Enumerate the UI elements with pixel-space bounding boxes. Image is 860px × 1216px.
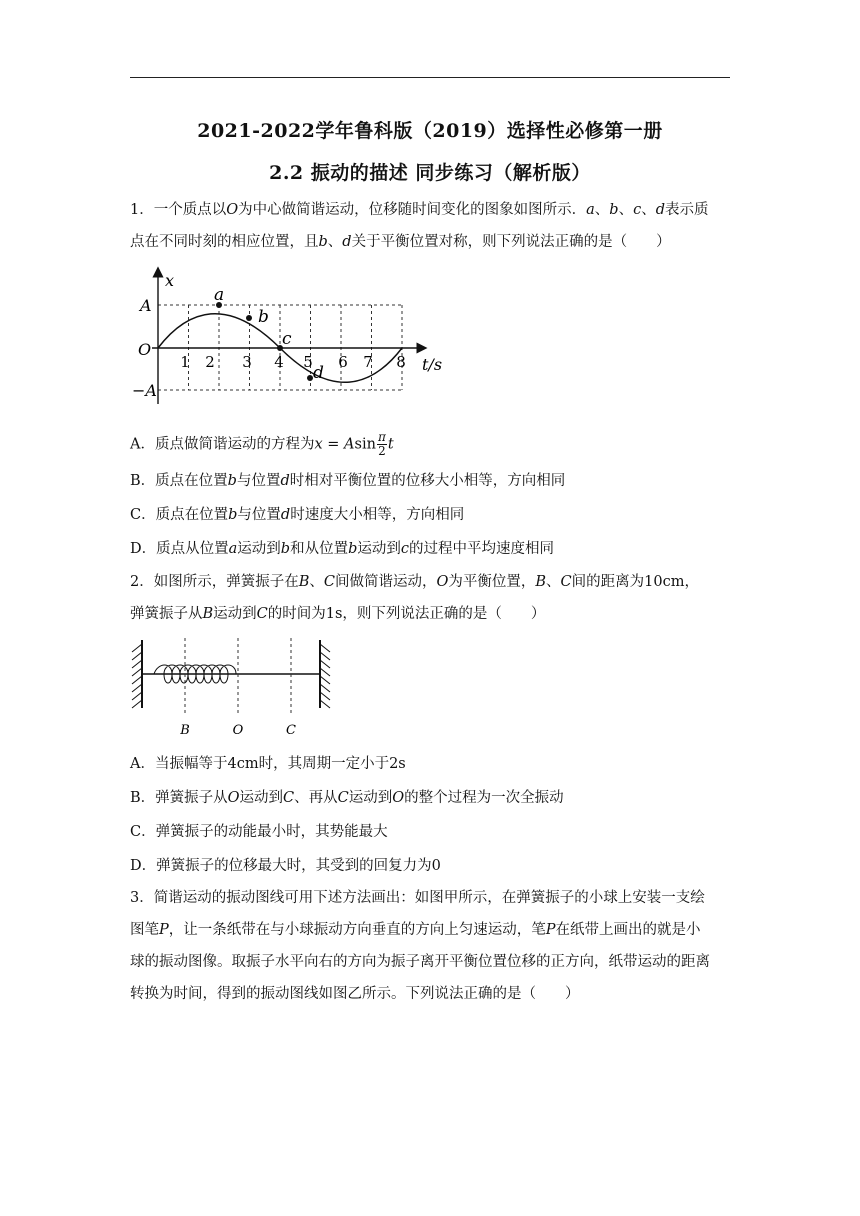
tick-label: 5 xyxy=(303,353,313,371)
tick-label: 1 xyxy=(180,353,190,371)
q1-option-d[interactable]: D．质点从位置a运动到b和从位置b运动到c的过程中平均速度相同 xyxy=(130,541,554,557)
page-title: 2021-2022学年鲁科版（2019）选择性必修第一册 xyxy=(197,120,663,142)
t-axis-label: t/s xyxy=(422,355,443,374)
point-d-label: d xyxy=(313,363,324,383)
q1-option-b[interactable]: B．质点在位置b与位置d时相对平衡位置的位移大小相等，方向相同 xyxy=(130,473,566,489)
tick-label: 8 xyxy=(396,353,406,371)
q2-option-c[interactable]: C．弹簧振子的动能最小时，其势能最大 xyxy=(130,824,388,840)
q3-stem: 3．简谐运动的振动图线可用下述方法画出：如图甲所示，在弹簧振子的小球上安装一支绘 图笔P，让一条纸带在与小球振动方向垂直的方向上匀速运动，笔P在纸带上画出的就是小 球的振动图像。取振子水平向右的方向为振子离开平衡位置位移的正方向，纸带运动的距离 转换为时间，得到的振动图线如图乙所示。下列说法正确的是（ ） xyxy=(130,890,710,1002)
q2-option-d[interactable]: D．弹簧振子的位移最大时，其受到的回复力为0 xyxy=(130,858,441,874)
q1-xt-graph xyxy=(132,266,452,408)
point-a-label: a xyxy=(214,285,225,305)
tick-label: 3 xyxy=(242,353,252,371)
point-b xyxy=(246,315,252,321)
label-b: B xyxy=(180,723,190,738)
tick-label: 2 xyxy=(205,353,215,371)
tick-label: 7 xyxy=(363,353,373,371)
q2-spring-diagram xyxy=(128,638,338,742)
tick-label: 6 xyxy=(338,353,348,371)
q1-option-a[interactable]: A．质点做简谐运动的方程为x = Asin $\frac{\pi}{2}$ t xyxy=(130,430,394,458)
origin-label: O xyxy=(138,340,152,359)
header-rule xyxy=(130,77,730,78)
point-b-label: b xyxy=(258,307,269,327)
q2-option-b[interactable]: B．弹簧振子从O运动到C、再从C运动到O的整个过程为一次全振动 xyxy=(130,790,564,806)
q1-option-c[interactable]: C．质点在位置b与位置d时速度大小相等，方向相同 xyxy=(130,507,465,523)
page-subtitle: 2.2 振动的描述 同步练习（解析版） xyxy=(269,162,591,184)
q2-stem: 2．如图所示，弹簧振子在B、C间做简谐运动，O为平衡位置，B、C间的距离为10cm， 弹簧振子从B运动到C的时间为1s，则下列说法正确的是（ ） xyxy=(130,574,699,622)
tick-label: 4 xyxy=(274,353,284,371)
label-c: C xyxy=(286,723,296,738)
q2-option-a[interactable]: A．当振幅等于4cm时，其周期一定小于2s xyxy=(130,756,406,772)
amp-label: A xyxy=(140,296,152,315)
neg-amp-label: −A xyxy=(132,381,157,400)
label-o: O xyxy=(232,723,244,738)
x-axis-label: x xyxy=(165,271,175,290)
point-c-label: c xyxy=(282,329,292,349)
q1-stem: 1．一个质点以O为中心做简谐运动，位移随时间变化的图象如图所示．a、b、c、d表示质 点在不同时刻的相应位置，且b、d关于平衡位置对称，则下列说法正确的是（ ） xyxy=(130,202,709,250)
fraction: $\frac{\pi}{2}$ xyxy=(377,430,386,458)
